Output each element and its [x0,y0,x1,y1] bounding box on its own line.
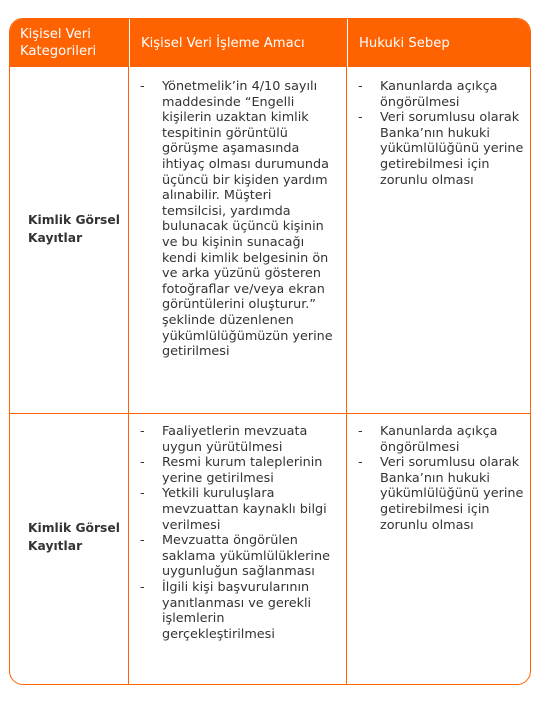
list-item: - Veri sorumlusu olarak Banka’nın hukuki yükümlülüğünü yerine getirebilmesi için zorunlu olması [358,455,528,533]
list-item: - Kanunlarda açıkça öngörülmesi [358,424,508,455]
list-item: - Resmi kurum taleplerinin yerine getirilmesi [140,455,338,486]
column-divider [128,67,129,684]
row-divider [10,413,530,414]
row-2-category: Kimlik Görsel Kayıtlar [28,521,120,553]
data-table [9,18,531,685]
header-legal-basis: Hukuki Sebep [359,35,450,51]
list-item: - Yetkili kuruluşlara mevzuattan kaynaklı bilgi verilmesi [140,486,338,533]
list-item: - Mevzuatta öngörülen saklama yükümlülüklerine uygunluğun sağlanması [140,533,338,580]
list-item: - Veri sorumlusu olarak Banka’nın hukuki yükümlülüğünü yerine getirebilmesi için zorunlu olması [358,110,528,188]
list-item: - Faaliyetlerin mevzuata uygun yürütülmesi [140,424,322,455]
row-1-category: Kimlik Görsel Kayıtlar [28,213,120,245]
column-divider [346,67,347,684]
list-item: - İlgili kişi başvurularının yanıtlanması ve gerekli işlemlerin gerçekleştirilmesi [140,580,332,642]
list-item: - Yönetmelik’in 4/10 sayılı maddesinde “Engelli kişilerin uzaktan kimlik tespitinin görüntülü görüşme aşamasında ihtiyaç olması durumunda üçüncü bir kişiden yardım alınabilir. Müşteri temsilcisi, yardımda bulunacak üçüncü kişinin ve bu kişinin sunacağı kendi kimlik belgesinin ön ve arka yüzünü gösteren fotoğraflar ve/veya ekran görüntülerini oluşturur.” şeklinde düzenlenen yükümlülüğümüzün yerine getirilmesi [140,79,338,360]
list-item: - Kanunlarda açıkça öngörülmesi [358,79,508,110]
header-purpose: Kişisel Veri İşleme Amacı [141,35,305,51]
row-1-legal-basis-list [358,79,528,188]
row-1-purpose-list [140,79,338,360]
row-2-purpose-list [140,424,338,642]
header-category: Kişisel Veri Kategorileri [20,27,97,59]
row-2-legal-basis-list [358,424,528,533]
table-header [10,19,530,67]
